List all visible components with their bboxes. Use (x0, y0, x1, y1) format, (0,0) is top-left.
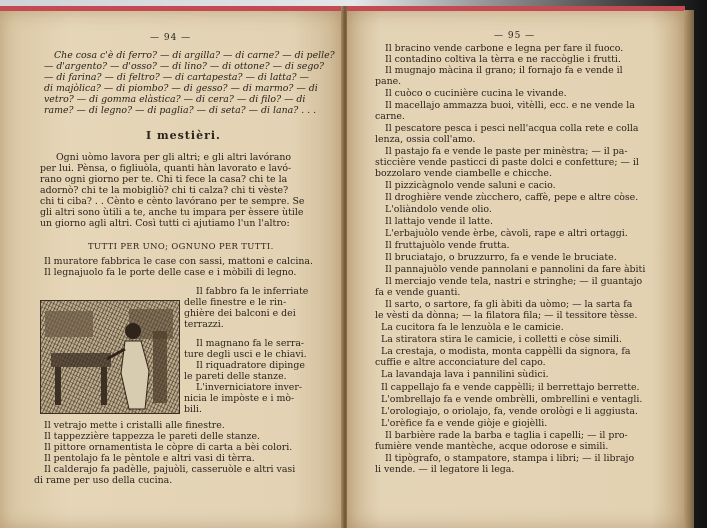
trade-line: Il pittore ornamentista le còpre di carta a bèi colori. (44, 442, 293, 453)
carpenter-engraving-image (40, 300, 180, 414)
trade-line: Il cuòco o cucinière cucina le vivande. (385, 88, 567, 99)
trade-line: delle finestre e le rin- (184, 297, 287, 308)
trade-line: le vèsti da dònna; — la filatora fila; — il tessitore tèsse. (375, 310, 638, 321)
trade-line: cuffie e altre acconciature del capo. (375, 357, 546, 368)
trade-line: Il droghière vende zùcchero, caffè, pepe e altre còse. (385, 192, 639, 203)
left-page (0, 6, 343, 528)
trade-line: Il sarto, o sartore, fa gli àbiti da uòmo; — la sarta fa (385, 299, 633, 310)
trade-line: fumière vende mantèche, acque odorose e simili. (375, 441, 609, 452)
trade-line: le pareti delle stanze. (184, 371, 287, 382)
trade-line: Il barbière rade la barba e taglia i capelli; — il pro- (385, 430, 628, 441)
paragraph-line: per lui. Pènsa, o figliuòla, quanti hàn lavorato e lavó- (40, 163, 292, 174)
question-line: vetro? — di gomma elàstica? — di cera? — di filo? — di (44, 94, 306, 105)
paragraph-line: adornò? chi te la mobigliò? chi ti calza? chi ti vèste? (40, 185, 289, 196)
trade-line: Il bracino vende carbone e legna per fare il fuoco. (385, 43, 624, 54)
trade-line: Il fabbro fa le inferriate (196, 286, 309, 297)
trade-line: Il merciajo vende tela, nastri e stringhe; — il guantajo (385, 276, 643, 287)
trade-line: Il vetrajo mette i cristalli alle finestre. (44, 420, 225, 431)
question-line: — d'argento? — d'osso? — di lino? — di ottone? — di sego? (44, 61, 324, 72)
trade-line: lenza, ossia coll'amo. (375, 134, 476, 145)
trade-line: Il lattajo vende il latte. (385, 216, 493, 227)
workshop-illustration (41, 301, 179, 413)
trade-line: bili. (184, 404, 202, 415)
trade-line: L'ombrellajo fa e vende ombrèlli, ombrellini e ventagli. (381, 394, 643, 405)
trade-line: sticcière vende pasticci di paste dolci e confetture; — il (375, 157, 639, 168)
page-block-edge (684, 10, 694, 528)
trade-line: nicia le impòste e i mò- (184, 393, 295, 404)
trade-line: Il fruttajuòlo vende frutta. (385, 240, 510, 251)
trade-line: Il riquadratore dipinge (196, 360, 305, 371)
trade-line: bozzolaro vende ciambelle e chicche. (375, 168, 552, 179)
trade-line: carne. (375, 111, 405, 122)
paragraph-line: un giorno agli altri. Così tutti ci ajutiamo l'un l'altro: (40, 218, 290, 229)
trade-line: La lavandaja lava i pannilini sùdici. (381, 369, 549, 380)
question-line: Che cosa c'è di ferro? — di argilla? — di carne? — di pelle? (54, 50, 335, 61)
trade-line: Il pastajo fa e vende le paste per minèstra; — il pa- (385, 146, 628, 157)
paragraph-line: rano ogni giorno per te. Chi ti fece la casa? chi te la (40, 174, 288, 185)
paragraph-line: chi ti ciba? . . Cènto e cènto lavórano per te sempre. Se (40, 196, 305, 207)
trade-line: La cucitora fa le lenzuòla e le camicie. (381, 322, 564, 333)
trade-line: L'oliàndolo vende olio. (385, 204, 492, 215)
trade-line: Il tappezzière tappezza le pareti delle stanze. (44, 431, 261, 442)
trade-line: terrazzi. (184, 319, 224, 330)
trade-line: Il pizzicàgnolo vende saluni e cacio. (385, 180, 556, 191)
trade-line: Il pentolajo fa le pèntole e altri vasi di tèrra. (44, 453, 255, 464)
trade-line: di rame per uso della cucina. (34, 475, 173, 486)
question-line: rame? — di legno? — di paglia? — di seta? — di lana? . . . (44, 105, 317, 116)
trade-line: Il pannajuòlo vende pannolani e pannolini da fare àbiti (385, 264, 646, 275)
page-number-left: — 94 — (150, 33, 192, 43)
trade-line: La crestaja, o modista, monta cappèlli da signora, fa (381, 346, 631, 357)
section-heading: I mestièri. (146, 129, 221, 142)
trade-line: Il bruciatajo, o bruzzurro, fa e vende le bruciate. (385, 252, 617, 263)
trade-line: Il legnajuolo fa le porte delle case e i mòbili di legno. (44, 267, 297, 278)
trade-line: L'orologiajo, o oriolajo, fa, vende orològi e li aggiusta. (381, 406, 638, 417)
trade-line: ghière dei balconi e dei (184, 308, 296, 319)
trade-line: Il pescatore pesca i pesci nell'acqua colla rete e colla (385, 123, 639, 134)
paragraph-line: gli altri sono ùtili a te, anche tu impara per èssere ùtile (40, 207, 304, 218)
trade-line: Il mugnajo màcina il grano; il fornajo fa e vende il (385, 65, 623, 76)
trade-line: li vende. — il legatore li lega. (375, 464, 515, 475)
trade-line: Il cappellajo fa e vende cappèlli; il berrettajo berrette. (381, 382, 640, 393)
trade-line: L'inverniciatore inver- (196, 382, 302, 393)
trade-line: pane. (375, 76, 402, 87)
right-page (347, 6, 685, 528)
trade-line: L'erbajuòlo vende èrbe, càvoli, rape e altri ortaggi. (385, 228, 628, 239)
trade-line: Il calderajo fa padèlle, pajuòli, casseruòle e altri vasi (44, 464, 296, 475)
paragraph-line: Ogni uòmo lavora per gli altri; e gli altri lavórano (56, 152, 292, 163)
trade-line: L'orèfice fa e vende giòje e giojèlli. (381, 418, 548, 429)
trade-line: Il muratore fabbrica le case con sassi, mattoni e calcina. (44, 256, 313, 267)
trade-line: Il magnano fa le serra- (196, 338, 305, 349)
trade-line: La stiratora stira le camicie, i colletti e còse simili. (381, 334, 622, 345)
question-line: — di farina? — di feltro? — di cartapesta? — di latta? — (44, 72, 309, 83)
page-number-right: — 95 — (494, 31, 536, 41)
question-line: di majòlica? — di piombo? — di gesso? — di marmo? — di (44, 83, 318, 94)
trade-line: Il macellajo ammazza buoi, vitèlli, ecc. e ne vende la (385, 100, 635, 111)
trade-line: Il tipògrafo, o stampatore, stampa i libri; — il librajo (385, 453, 635, 464)
trade-line: Il contadino coltiva la tèrra e ne raccòglie i frutti. (385, 54, 621, 65)
motto: TUTTI PER UNO; OGNUNO PER TUTTI. (88, 241, 274, 251)
trade-line: fa e vende guanti. (375, 287, 461, 298)
trade-line: ture degli usci e le chiavi. (184, 349, 307, 360)
